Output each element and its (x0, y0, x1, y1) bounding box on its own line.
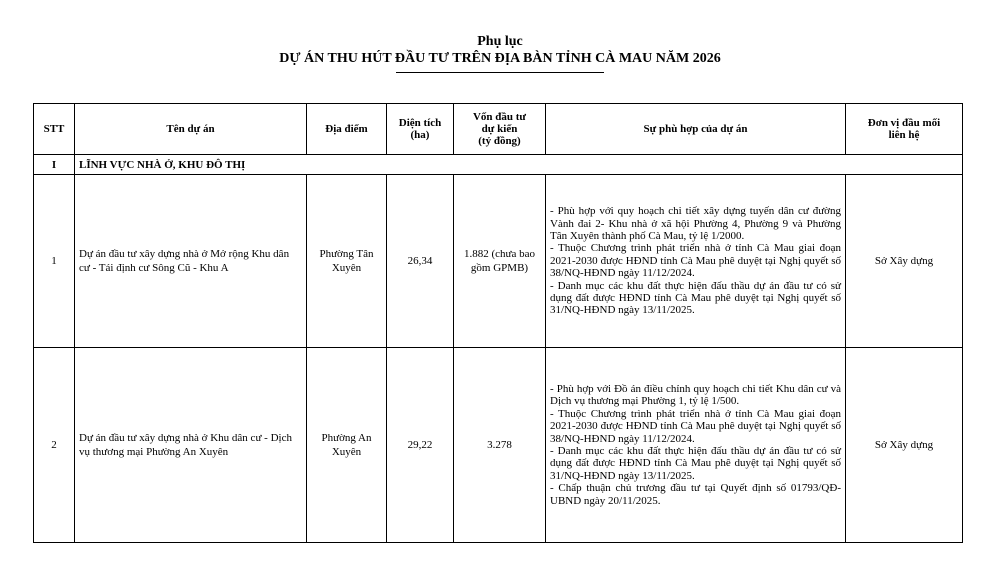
header-area-line1: Diện tích (398, 117, 442, 129)
fit-item: - Thuộc Chương trình phát triển nhà ở tỉnh Cà Mau giai đoạn 2021-2030 được HĐND tỉnh Cà Mau phê duyệt tại Nghị quyết số 38/NQ-HĐND ngày 11/12/2024. (550, 242, 841, 280)
header-fit: Sự phù hợp của dự án (546, 104, 846, 155)
row-project-name: Dự án đầu tư xây dựng nhà ở Mở rộng Khu dân cư - Tái định cư Sông Cũ - Khu A (75, 175, 307, 348)
row-fit (546, 175, 846, 348)
header-capital-line2: dự kiến (481, 123, 518, 135)
header-contact (846, 104, 963, 155)
projects-table (33, 103, 963, 543)
header-capital-line3: (tỷ đồng) (478, 135, 521, 147)
document-heading (0, 34, 1000, 73)
fit-item: - Phù hợp với quy hoạch chi tiết xây dựng tuyến dân cư đường Vành đai 2- Khu nhà ở xã hội Phường 4, Phường 9 và Phường Tân Xuyên thành phố Cà Mau, tỷ lệ 1/2000. (550, 205, 841, 242)
section-row (34, 155, 963, 175)
header-contact-line2: liên hệ (888, 129, 920, 141)
header-capital-line1: Vốn đầu tư (472, 111, 527, 123)
title-underline (396, 72, 604, 73)
section-number: I (34, 155, 75, 175)
fit-item: - Danh mục các khu đất thực hiện đấu thầu dự án đầu tư có sử dụng đất được HĐND tỉnh Cà Mau phê duyệt tại Nghị quyết số 31/NQ-HĐND ngày 13/11/2025. (550, 445, 841, 482)
row-fit (546, 348, 846, 543)
table-header-row (34, 104, 963, 155)
header-location: Địa điểm (307, 104, 387, 155)
header-area-line2: (ha) (410, 129, 430, 141)
header-contact-line1: Đơn vị đầu mối (867, 117, 941, 129)
fit-item: - Danh mục các khu đất thực hiện đấu thầu dự án đầu tư có sử dụng đất được HĐND tỉnh Cà Mau phê duyệt tại Nghị quyết số 31/NQ-HĐND ngày 13/11/2025. (550, 279, 841, 317)
row-stt: 2 (34, 348, 75, 543)
table-row (34, 175, 963, 348)
fit-item: - Chấp thuận chủ trương đầu tư tại Quyết định số 01793/QĐ-UBND ngày 20/11/2025. (550, 482, 841, 507)
appendix-label: Phụ lục (477, 34, 523, 49)
fit-item: - Thuộc Chương trình phát triển nhà ở tỉnh Cà Mau giai đoạn 2021-2030 được HĐND tỉnh Cà Mau phê duyệt tại Nghị quyết số 38/NQ-HĐND ngày 11/12/2024. (550, 407, 841, 445)
header-capital (454, 104, 546, 155)
row-contact: Sở Xây dựng (846, 175, 963, 348)
header-area (387, 104, 454, 155)
row-stt: 1 (34, 175, 75, 348)
header-stt: STT (34, 104, 75, 155)
row-capital: 1.882 (chưa bao gồm GPMB) (454, 175, 546, 348)
row-project-name: Dự án đầu tư xây dựng nhà ở Khu dân cư - Dịch vụ thương mại Phường An Xuyên (75, 348, 307, 543)
row-location: Phường An Xuyên (307, 348, 387, 543)
fit-item: - Phù hợp với Đồ án điều chỉnh quy hoạch chi tiết Khu dân cư và Dịch vụ thương mại Phường 1, tỷ lệ 1/500. (550, 382, 841, 408)
row-area: 26,34 (387, 175, 454, 348)
row-area: 29,22 (387, 348, 454, 543)
row-capital: 3.278 (454, 348, 546, 543)
section-title: LĨNH VỰC NHÀ Ở, KHU ĐÔ THỊ (75, 155, 963, 175)
header-project-name: Tên dự án (75, 104, 307, 155)
row-location: Phường Tân Xuyên (307, 175, 387, 348)
document-title: DỰ ÁN THU HÚT ĐẦU TƯ TRÊN ĐỊA BÀN TỈNH CÀ MAU NĂM 2026 (279, 51, 721, 66)
table-row (34, 348, 963, 543)
row-contact: Sở Xây dựng (846, 348, 963, 543)
